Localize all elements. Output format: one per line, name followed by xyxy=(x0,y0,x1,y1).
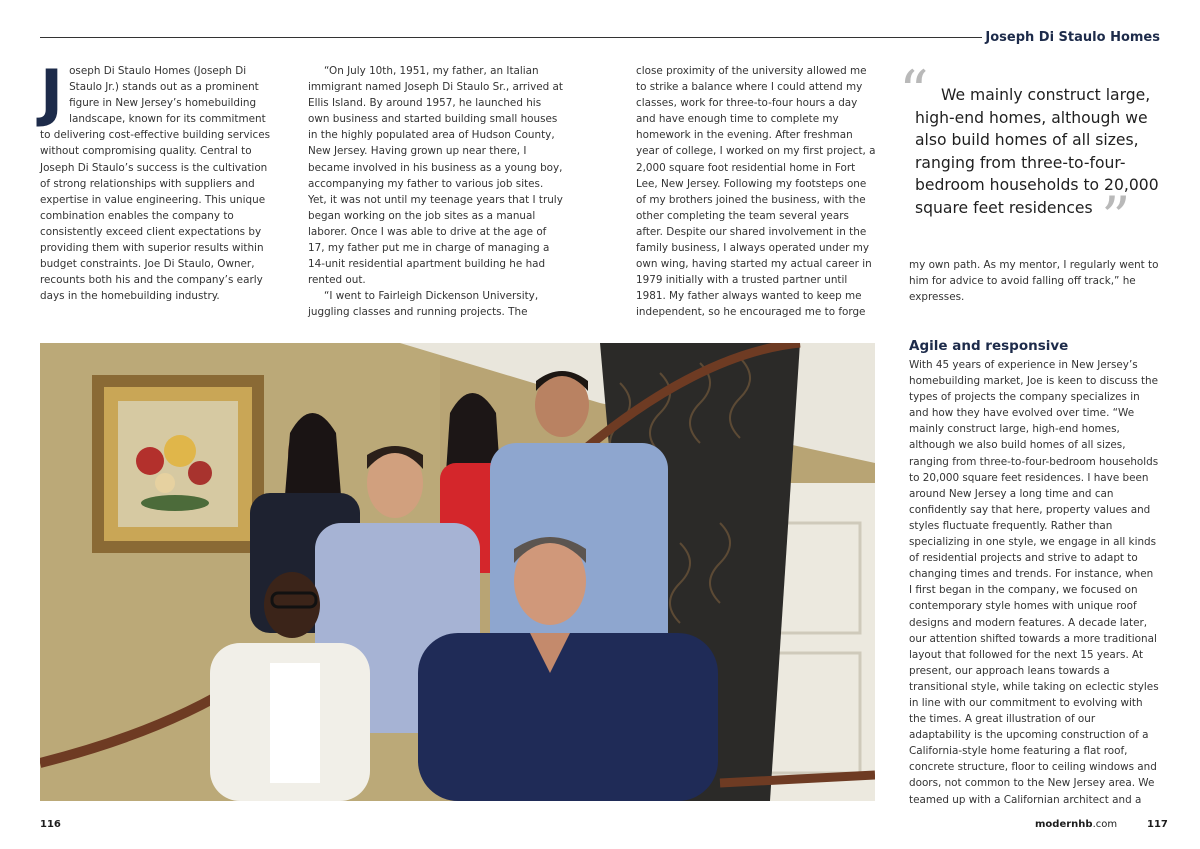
pull-quote-text: We mainly construct large, high-end homes, although we also build homes of all sizes, ranging from three-to-four-bedroom households to 20,000 square feet residences xyxy=(915,86,1159,217)
paragraph: “On July 10th, 1951, my father, an Italian immigrant named Joseph Di Staulo Sr., arrived at Ellis Island. By around 1957, he launched his own business and started building small houses in the highly populated area of Hudson County, New Jersey. Having grown up near there, I became involved in his business as a young boy, accompanying my father to various job sites. Yet, it was not until my teenage years that I truly began working on the job sites as a manual laborer. Once I was able to drive at the age of 17, my father put me in charge of managing a 14-unit residential apartment building he had rented out. xyxy=(308,65,563,287)
close-quote-icon: ” xyxy=(1101,184,1131,252)
drop-cap: J xyxy=(40,56,64,129)
open-quote-icon: “ xyxy=(899,58,929,126)
paragraph: my own path. As my mentor, I regularly went to him for advice to avoid falling off track,” he expresses. xyxy=(909,259,1159,304)
section-heading: Agile and responsive xyxy=(909,338,1069,354)
intro-text: oseph Di Staulo Homes (Joseph Di Staulo Jr.) stands out as a prominent figure in New Jersey’s homebuilding landscape, known for its commitment to delivering cost-effective building services without compromising quality. Central to Joseph Di Staulo’s success is the cultivation of strong relationships with suppliers and expertise in value engineering. This unique combination enables the company to consistently exceed client expectations by providing them with superior results within budget constraints. Joe Di Staulo, Owner, recounts both his and the company’s early days in the homebuilding industry. xyxy=(40,65,271,303)
website-label xyxy=(1035,819,1117,830)
article-column-3 xyxy=(636,63,878,321)
article-column-2 xyxy=(308,63,564,321)
site-name: modernhb xyxy=(1035,819,1093,830)
paragraph: With 45 years of experience in New Jersey’s homebuilding market, Joe is keen to discuss the types of projects the company specializes in and how they have evolved over time. “We mainly construct large, high-end homes, although we also build homes of all sizes, ranging from three-to-four-bedroom households to 20,000 square feet residences. I have been around New Jersey a long time and can confidently say that here, property values and styles fluctuate frequently. Rather than specializing in one style, we engage in all kinds of residential projects and strive to adapt to changing times and trends. For instance, when I first began in the company, we focused on contemporary style homes with unique roof designs and modern features. A decade later, our attention shifted towards a more traditional layout that followed for the next 15 years. At present, our approach leans towards a transitional style, while taking on eclectic styles in line with our commitment to evolving with the times. A great illustration of our adaptability is the upcoming construction of a California-style home featuring a flat roof, concrete structure, floor to ceiling windows and doors, not common to the New Jersey area. We teamed up with a Californian architect and a xyxy=(909,359,1159,806)
article-column-1 xyxy=(40,56,272,304)
article-column-4 xyxy=(909,337,1159,808)
publication-section-title: Joseph Di Staulo Homes xyxy=(985,30,1160,45)
page-number-right: 117 xyxy=(1147,819,1168,830)
article-column-4-continuation xyxy=(909,257,1163,305)
header-rule xyxy=(40,37,982,38)
paragraph: “I went to Fairleigh Dickenson University, juggling classes and running projects. The xyxy=(308,290,539,319)
page-number-left: 116 xyxy=(40,819,61,830)
team-photo-illustration xyxy=(40,343,875,801)
team-photo xyxy=(40,343,875,801)
site-tld: .com xyxy=(1092,819,1118,830)
paragraph: close proximity of the university allowed me to strike a balance where I could attend my classes, work for three-to-four hours a day and have enough time to complete my homework in the evening. After freshman year of college, I worked on my first project, a 2,000 square foot residential home in Fort Lee, New Jersey. Following my footsteps one of my brothers joined the business, with the other completing the team several years after. Despite our shared involvement in the family business, I always operated under my own wing, having started my actual career in 1979 initially with a trusted partner until 1981. My father always wanted to keep me independent, so he encouraged me to forge xyxy=(636,65,876,319)
